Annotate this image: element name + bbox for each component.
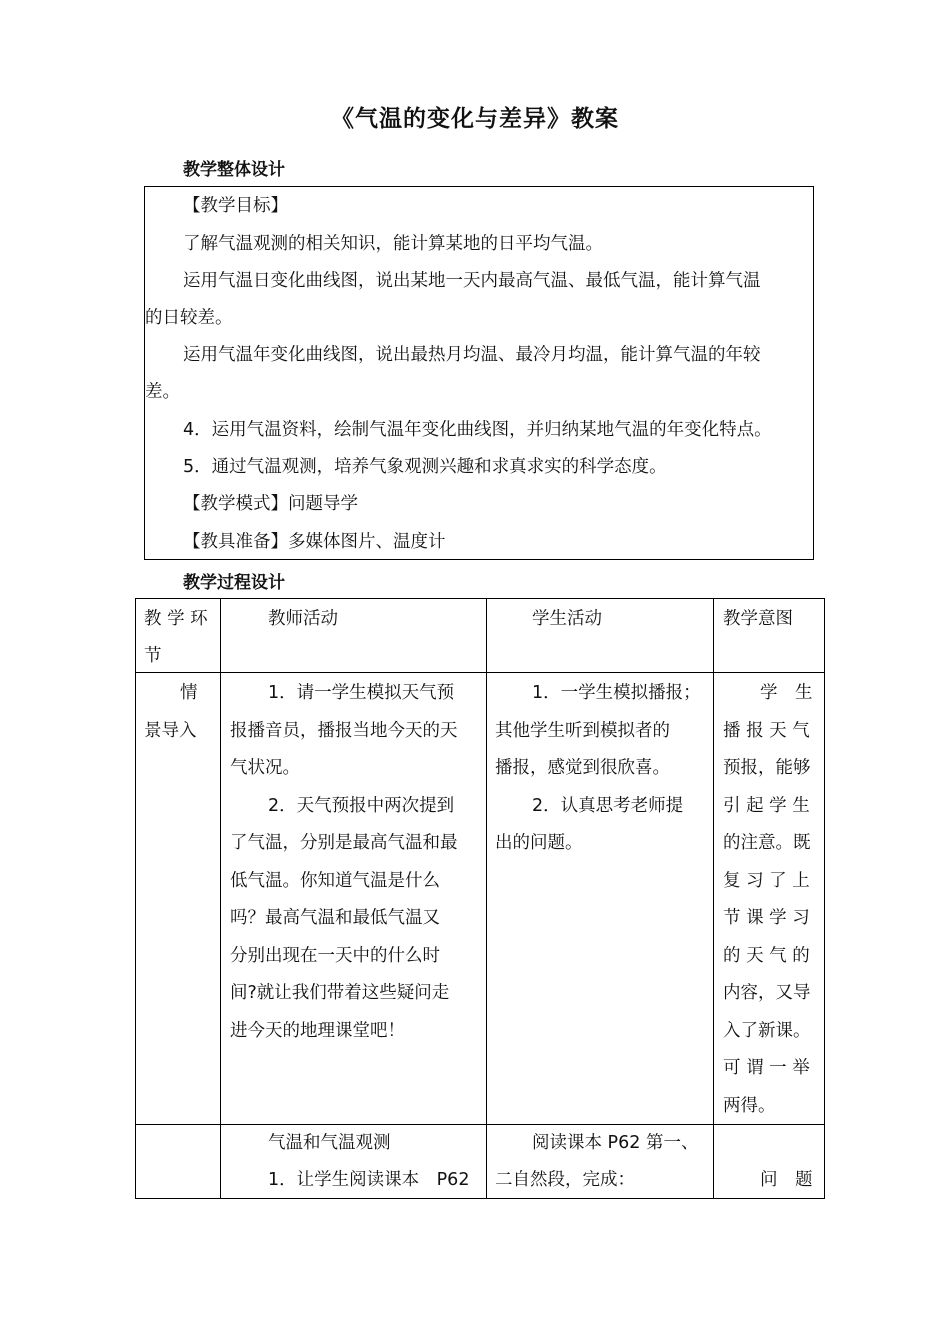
row2-intent-line: 问 题 [760,1170,813,1190]
header-cell-intent [714,599,825,673]
header-cell-stage [136,599,221,673]
row1-teacher-line: 进今天的地理课堂吧！ [230,1021,405,1041]
row2-teacher-line: 气温和气温观测 [268,1133,391,1153]
row2-student-line: 阅读课本 P62 第一、 [532,1133,699,1153]
header-stage-line: 教 学 环 [144,609,208,629]
row1-intent-line: 内容，又导 [723,983,811,1003]
box-line: 【教学目标】 [183,196,288,216]
row1-intent-line: 播 报 天 气 [723,721,810,741]
box-line: 5．通过气温观测，培养气象观测兴趣和求真求实的科学态度。 [183,457,667,477]
document-title: 《气温的变化与差异》教案 [331,106,619,132]
row2-student-line: 二自然段，完成： [495,1170,635,1190]
row1-intent-line: 的注意。既 [723,833,811,853]
row1-student-line: 1．一学生模拟播报； [532,683,701,703]
box-line: 运用气温年变化曲线图，说出最热月均温、最冷月均温，能计算气温的年较 [183,345,761,365]
row2-teacher-line: 1．让学生阅读课本 P62 [268,1170,470,1190]
box-line: 的日较差。 [145,308,233,328]
row1-intent-cell [714,673,825,1125]
row1-intent-line: 可 谓 一 举 [723,1058,810,1078]
box-line: 【教具准备】多媒体图片、温度计 [183,532,446,552]
table-header-row [136,599,825,673]
row1-teacher-line: 分别出现在一天中的什么时 [230,946,440,966]
header-intent-label: 教学意图 [723,609,793,629]
box-line: 了解气温观测的相关知识，能计算某地的日平均气温。 [183,234,603,254]
table-row [136,1125,825,1199]
box-line: 4．运用气温资料，绘制气温年变化曲线图，并归纳某地气温的年变化特点。 [183,420,772,440]
row1-intent-line: 入了新课。 [723,1021,811,1041]
row1-intent-line: 的 天 气 的 [723,946,810,966]
row1-intent-line: 引 起 学 生 [723,796,810,816]
row1-stage-cell [136,673,221,1125]
row1-teacher-line: 2．天气预报中两次提到 [268,796,455,816]
row1-intent-line: 学 生 [760,683,813,703]
row1-teacher-line: 吗？最高气温和最低气温又 [230,908,440,928]
row1-student-line: 其他学生听到模拟者的 [495,721,670,741]
row1-intent-line: 节 课 学 习 [723,908,810,928]
process-table [135,598,825,1199]
row1-teacher-line: 低气温。你知道气温是什么 [230,871,440,891]
row1-stage-line: 情 [180,683,198,703]
row1-teacher-line: 1．请一学生模拟天气预 [268,683,455,703]
row2-student-cell [487,1125,714,1199]
box-line: 运用气温日变化曲线图，说出某地一天内最高气温、最低气温，能计算气温 [183,271,761,291]
header-teacher-label: 教师活动 [268,609,338,629]
row1-teacher-line: 气状况。 [230,758,300,778]
table-row [136,673,825,1125]
box-line: 差。 [145,382,180,402]
header-student-label: 学生活动 [532,609,602,629]
row1-teacher-line: 报播音员，播报当地今天的天 [230,721,458,741]
row2-teacher-cell [221,1125,487,1199]
header-stage-line: 节 [144,646,162,666]
row1-student-cell [487,673,714,1125]
row1-stage-line: 景导入 [144,721,197,741]
overall-design-box [144,186,814,560]
row2-stage-cell [136,1125,221,1199]
header-cell-teacher [221,599,487,673]
row1-intent-line: 复 习 了 上 [723,871,810,891]
row1-student-line: 2．认真思考老师提 [532,796,684,816]
row1-teacher-cell [221,673,487,1125]
section-heading-overall: 教学整体设计 [183,160,285,180]
row1-teacher-line: 间?就让我们带着这些疑问走 [230,983,450,1003]
header-cell-student [487,599,714,673]
row1-intent-line: 预报，能够 [723,758,811,778]
box-line: 【教学模式】问题导学 [183,494,358,514]
row1-student-line: 出的问题。 [495,833,583,853]
row1-teacher-line: 了气温，分别是最高气温和最 [230,833,458,853]
row1-student-line: 播报，感觉到很欣喜。 [495,758,670,778]
row2-intent-cell [714,1125,825,1199]
row1-intent-line: 两得。 [723,1096,776,1116]
section-heading-process: 教学过程设计 [183,573,285,593]
